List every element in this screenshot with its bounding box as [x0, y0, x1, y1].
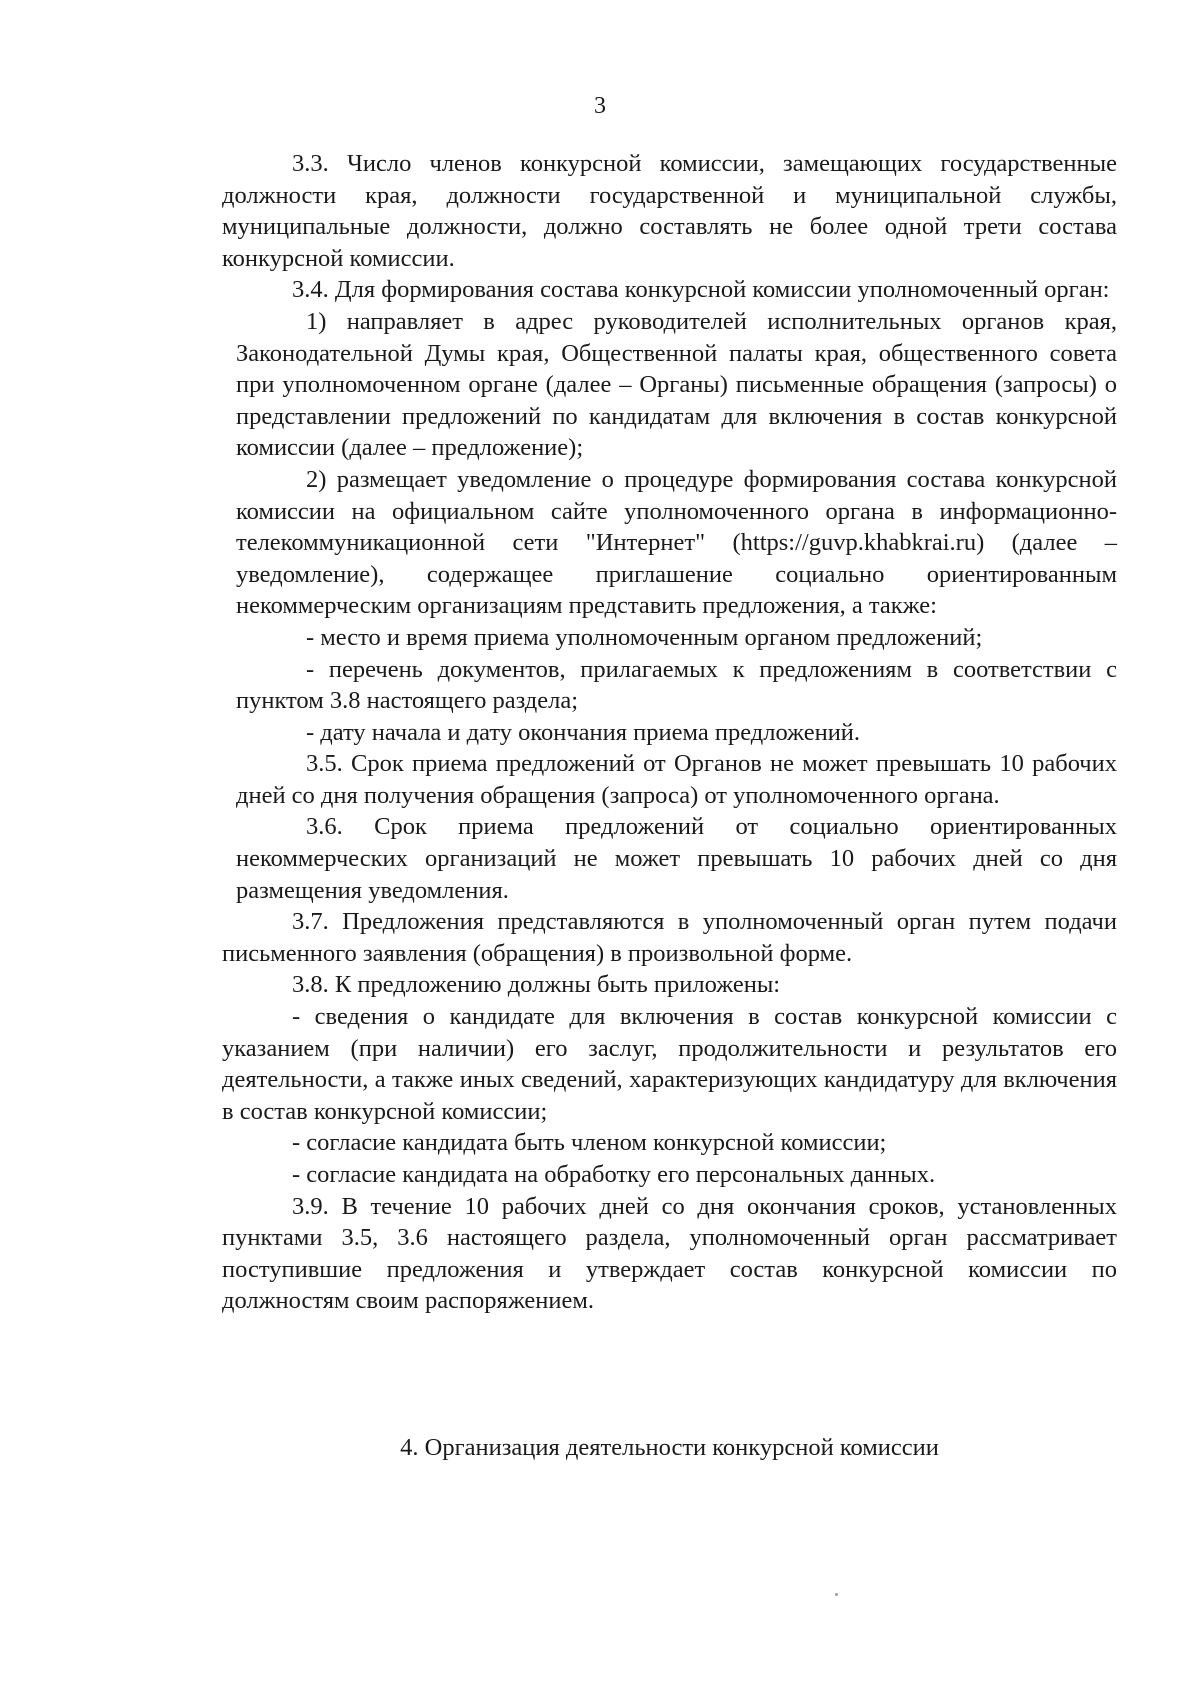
paragraph-3-4-item-1: 1) направляет в адрес руководителей исполнительных органов края, Законодательной Думы края, Общественной палаты края, общественного совета при уполномоченном органе (далее – Органы) письменные обращения (запросы) о представлении предложений по кандидатам для включения в состав конкурсной комиссии (далее – предложение); — [236, 307, 1117, 462]
paragraph-3-4: 3.4. Для формирования состава конкурсной комиссии уполномоченный орган: — [292, 276, 1110, 304]
body-text — [222, 148, 1117, 1317]
paragraph-3-3: 3.3. Число членов конкурсной комиссии, замещающих государственные должности края, должности государственной и муниципальной службы, муниципальные должности, должно составлять не более одной трети состава конкурсной комиссии. — [222, 150, 1117, 272]
scan-speck — [835, 1593, 838, 1596]
paragraph-3-4-item-2: 2) размещает уведомление о процедуре формирования состава конкурсной комиссии на официальном сайте уполномоченного органа в информационно-телекоммуникационной сети "Интернет" (https://guvp.khabkrai.ru) (далее – уведомление), содержащее приглашение социально ориентированным некоммерческим организациям представить предложения, а также: — [236, 465, 1117, 620]
list-item-member-consent: - согласие кандидата быть членом конкурсной комиссии; — [292, 1129, 887, 1157]
list-item-documents: - перечень документов, прилагаемых к предложениям в соответствии с пунктом 3.8 настоящего раздела; — [236, 655, 1117, 715]
list-item-data-consent: - согласие кандидата на обработку его персональных данных. — [292, 1161, 936, 1188]
section-heading: 4. Организация деятельности конкурсной комиссии — [400, 1434, 939, 1461]
paragraph-3-8: 3.8. К предложению должны быть приложены: — [292, 971, 781, 999]
paragraph-3-9: 3.9. В течение 10 рабочих дней со дня окончания сроков, установленных пунктами 3.5, 3.6 настоящего раздела, уполномоченный орган рассматривает поступившие предложения и утверждает состав конкурсной комиссии по должностям своим распоряжением. — [222, 1192, 1117, 1315]
list-item-candidate-info: - сведения о кандидате для включения в состав конкурсной комиссии с указанием (при наличии) его заслуг, продолжительности и результатов его деятельности, а также иных сведений, характеризующих кандидатуру для включения в состав конкурсной комиссии; — [222, 1003, 1117, 1125]
paragraph-3-6: 3.6. Срок приема предложений от социально ориентированных некоммерческих организаций не может превышать 10 рабочих дней со дня размещения уведомления. — [236, 813, 1117, 904]
list-item-place-time: - место и время приема уполномоченным органом предложений; — [306, 623, 983, 651]
paragraph-3-5: 3.5. Срок приема предложений от Органов не может превышать 10 рабочих дней со дня получения обращения (запроса) от уполномоченного органа. — [236, 750, 1117, 809]
paragraph-3-7: 3.7. Предложения представляются в уполномоченный орган путем подачи письменного заявления (обращения) в произвольной форме. — [222, 908, 1117, 967]
list-item-dates: - дату начала и дату окончания приема предложений. — [306, 718, 861, 746]
page-number: 3 — [594, 93, 606, 119]
